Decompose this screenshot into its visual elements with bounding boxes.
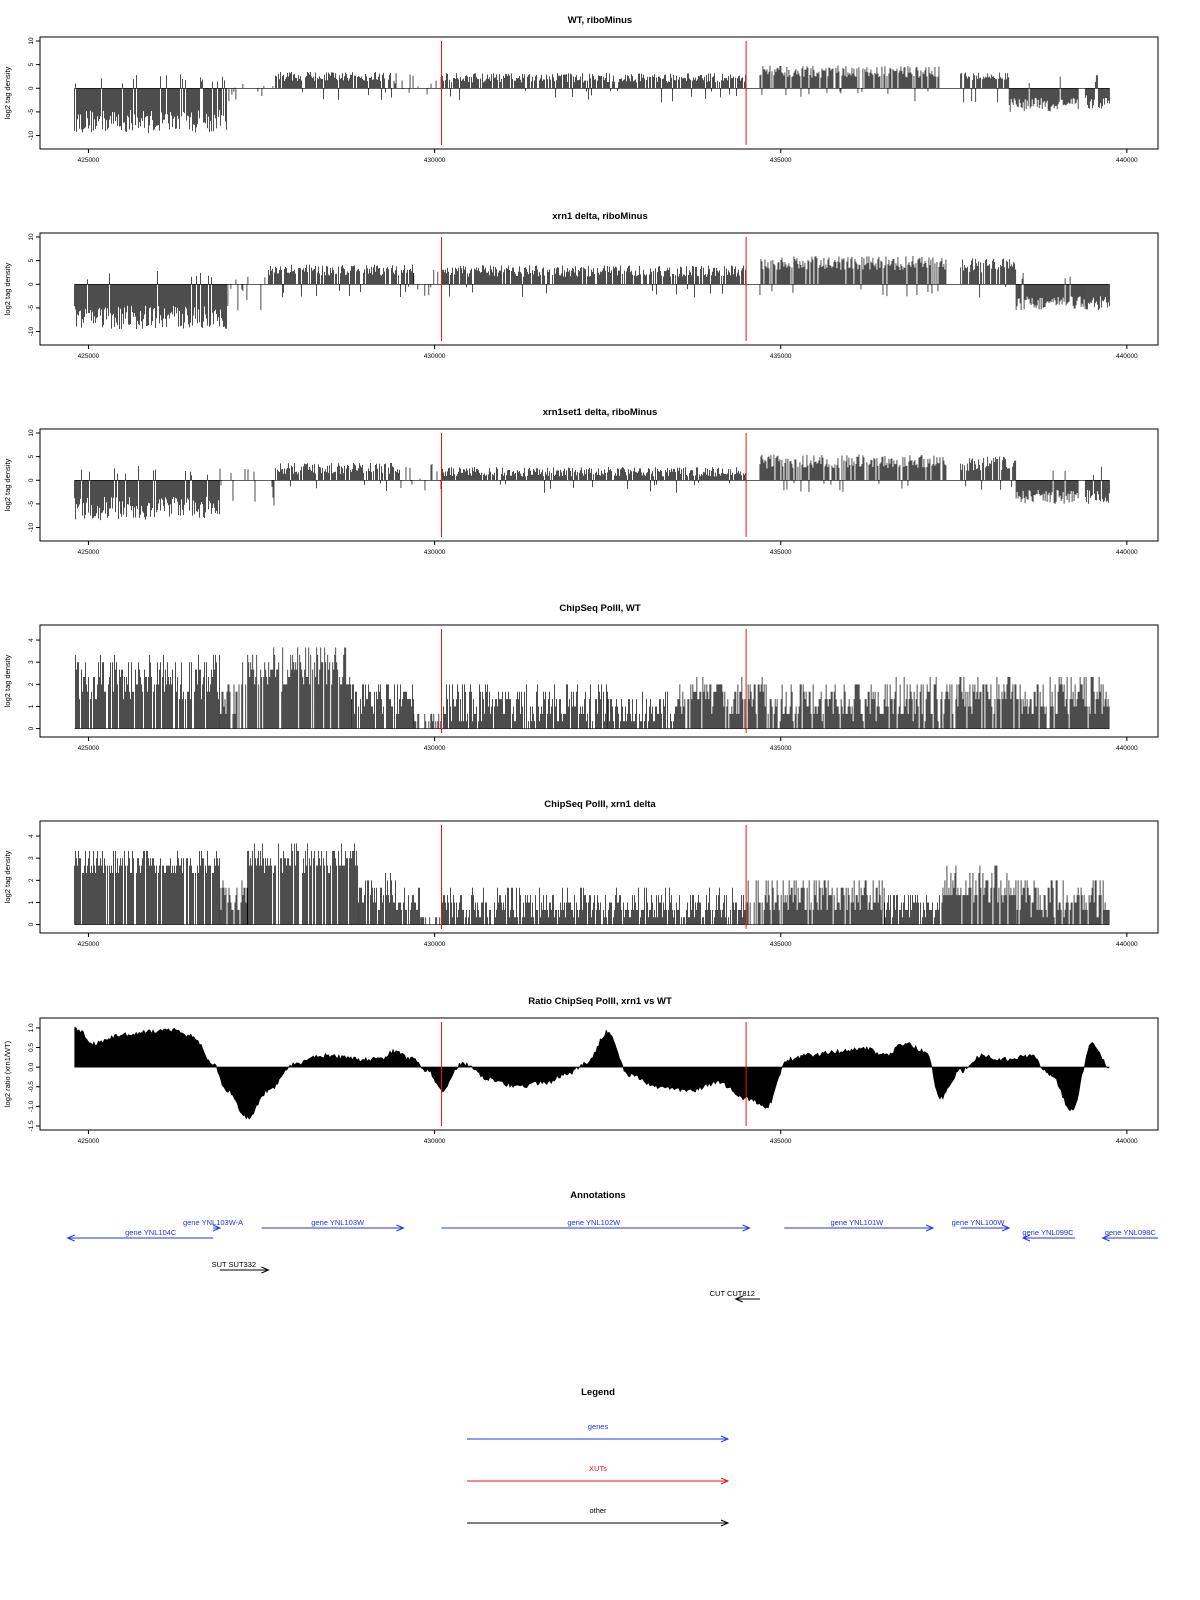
x-tick-label: 435000 bbox=[769, 1138, 792, 1145]
annotation-feature bbox=[212, 1260, 269, 1273]
y-tick-label: 2 bbox=[28, 682, 35, 687]
legend-item bbox=[467, 1422, 728, 1442]
y-tick-label: 4 bbox=[28, 834, 35, 838]
plot-frame bbox=[40, 429, 1158, 541]
y-tick-label: 5 bbox=[28, 258, 35, 263]
chart-title: ChipSeq PolII, WT bbox=[559, 603, 641, 614]
y-tick-label: -1.0 bbox=[28, 1100, 35, 1112]
plot-frame bbox=[40, 1018, 1158, 1130]
chart-title: Ratio ChipSeq PolII, xrn1 vs WT bbox=[528, 996, 672, 1007]
y-tick-label: 10 bbox=[28, 37, 35, 45]
y-tick-label: 1.0 bbox=[28, 1023, 35, 1033]
annotation-feature bbox=[1022, 1228, 1075, 1241]
x-tick-label: 430000 bbox=[423, 941, 446, 948]
y-axis-label: log2 tag density bbox=[3, 850, 12, 904]
y-tick-label: 0 bbox=[28, 478, 35, 483]
y-tick-label: -5 bbox=[28, 109, 35, 115]
feature-label: gene YNL098C bbox=[1104, 1228, 1156, 1237]
annotation-feature bbox=[262, 1218, 404, 1231]
x-tick-label: 430000 bbox=[423, 1138, 446, 1145]
y-tick-label: -0.5 bbox=[28, 1081, 35, 1093]
legend-item bbox=[467, 1506, 728, 1526]
y-axis-label: log2 tag density bbox=[3, 262, 12, 316]
y-tick-label: 3 bbox=[28, 660, 35, 665]
y-tick-label: 10 bbox=[28, 233, 35, 241]
y-axis-label: log2 tag density bbox=[3, 66, 12, 120]
data-bars bbox=[75, 843, 1109, 924]
annotation-feature bbox=[784, 1218, 933, 1231]
ratio-area bbox=[75, 1027, 1110, 1119]
feature-label: gene YNL104C bbox=[125, 1228, 177, 1237]
annotations-panel bbox=[68, 1190, 1158, 1302]
x-tick-label: 440000 bbox=[1115, 745, 1138, 752]
y-tick-label: -5 bbox=[28, 501, 35, 507]
y-tick-label: 0.0 bbox=[28, 1062, 35, 1072]
x-tick-label: 425000 bbox=[77, 157, 100, 164]
data-bars bbox=[75, 66, 1110, 133]
x-tick-label: 440000 bbox=[1115, 549, 1138, 556]
chart-panel-5 bbox=[3, 799, 1158, 948]
chart-title: WT, riboMinus bbox=[567, 15, 633, 26]
y-axis-label: log2 ratio (xrn1/WT) bbox=[3, 1040, 12, 1108]
chart-panel-1 bbox=[3, 15, 1158, 164]
legend-label: genes bbox=[587, 1422, 609, 1431]
chart-title: xrn1 delta, riboMinus bbox=[552, 211, 648, 222]
chart-panel-2 bbox=[3, 211, 1158, 360]
data-bars bbox=[75, 454, 1110, 520]
y-tick-label: 3 bbox=[28, 856, 35, 861]
x-tick-label: 425000 bbox=[77, 941, 100, 948]
legend-panel bbox=[467, 1387, 728, 1526]
x-tick-label: 430000 bbox=[423, 549, 446, 556]
annotation-feature bbox=[183, 1218, 243, 1231]
annotation-feature bbox=[710, 1289, 760, 1302]
x-tick-label: 440000 bbox=[1115, 941, 1138, 948]
y-tick-label: -10 bbox=[28, 130, 35, 141]
chart-panel-4 bbox=[3, 603, 1158, 752]
x-tick-label: 425000 bbox=[77, 1138, 100, 1145]
y-tick-label: -1.5 bbox=[28, 1120, 35, 1132]
x-tick-label: 435000 bbox=[769, 941, 792, 948]
y-tick-label: 0 bbox=[28, 86, 35, 91]
x-tick-label: 440000 bbox=[1115, 1138, 1138, 1145]
feature-label: gene YNL101W bbox=[830, 1218, 884, 1227]
chart-title: ChipSeq PolII, xrn1 delta bbox=[544, 799, 656, 810]
y-tick-label: 2 bbox=[28, 878, 35, 883]
feature-label: gene YNL103W bbox=[311, 1218, 365, 1227]
x-tick-label: 435000 bbox=[769, 157, 792, 164]
chart-panel-3 bbox=[3, 407, 1158, 556]
legend-item bbox=[467, 1464, 728, 1484]
y-axis-label: log2 tag density bbox=[3, 458, 12, 512]
x-tick-label: 430000 bbox=[423, 745, 446, 752]
data-bars bbox=[75, 256, 1110, 329]
x-tick-label: 435000 bbox=[769, 745, 792, 752]
annotation-feature bbox=[442, 1218, 750, 1231]
y-tick-label: 0 bbox=[28, 922, 35, 927]
annotations-title: Annotations bbox=[570, 1190, 626, 1201]
y-tick-label: 10 bbox=[28, 429, 35, 437]
y-tick-label: -10 bbox=[28, 326, 35, 337]
y-tick-label: 0 bbox=[28, 282, 35, 287]
x-tick-label: 435000 bbox=[769, 353, 792, 360]
x-tick-label: 435000 bbox=[769, 549, 792, 556]
y-tick-label: -5 bbox=[28, 305, 35, 311]
feature-label: gene YNL103W-A bbox=[182, 1218, 244, 1227]
annotation-feature bbox=[1103, 1228, 1158, 1241]
x-tick-label: 430000 bbox=[423, 157, 446, 164]
x-tick-label: 430000 bbox=[423, 353, 446, 360]
y-tick-label: 0 bbox=[28, 726, 35, 731]
y-tick-label: 4 bbox=[28, 638, 35, 642]
feature-label: gene YNL099C bbox=[1022, 1228, 1074, 1237]
x-tick-label: 425000 bbox=[77, 745, 100, 752]
x-tick-label: 425000 bbox=[77, 353, 100, 360]
legend-title: Legend bbox=[581, 1387, 615, 1398]
data-bars bbox=[76, 647, 1109, 728]
x-tick-label: 425000 bbox=[77, 549, 100, 556]
y-tick-label: 1 bbox=[28, 704, 35, 709]
feature-label: CUT CUT812 bbox=[709, 1289, 755, 1298]
chart-panel-6 bbox=[3, 996, 1158, 1145]
feature-label: SUT SUT332 bbox=[211, 1260, 257, 1269]
feature-label: gene YNL100W bbox=[951, 1218, 1005, 1227]
y-tick-label: 0.5 bbox=[28, 1042, 35, 1053]
y-tick-label: -10 bbox=[28, 522, 35, 533]
chart-title: xrn1set1 delta, riboMinus bbox=[542, 407, 658, 418]
annotation-feature bbox=[68, 1228, 213, 1241]
y-axis-label: log2 tag density bbox=[3, 654, 12, 708]
legend-label: XUTs bbox=[589, 1464, 607, 1473]
y-tick-label: 1 bbox=[28, 900, 35, 905]
x-tick-label: 440000 bbox=[1115, 157, 1138, 164]
x-tick-label: 440000 bbox=[1115, 353, 1138, 360]
annotation-feature bbox=[952, 1218, 1010, 1231]
feature-label: gene YNL102W bbox=[567, 1218, 621, 1227]
legend-label: other bbox=[589, 1506, 607, 1515]
y-tick-label: 5 bbox=[28, 62, 35, 67]
y-tick-label: 5 bbox=[28, 454, 35, 459]
